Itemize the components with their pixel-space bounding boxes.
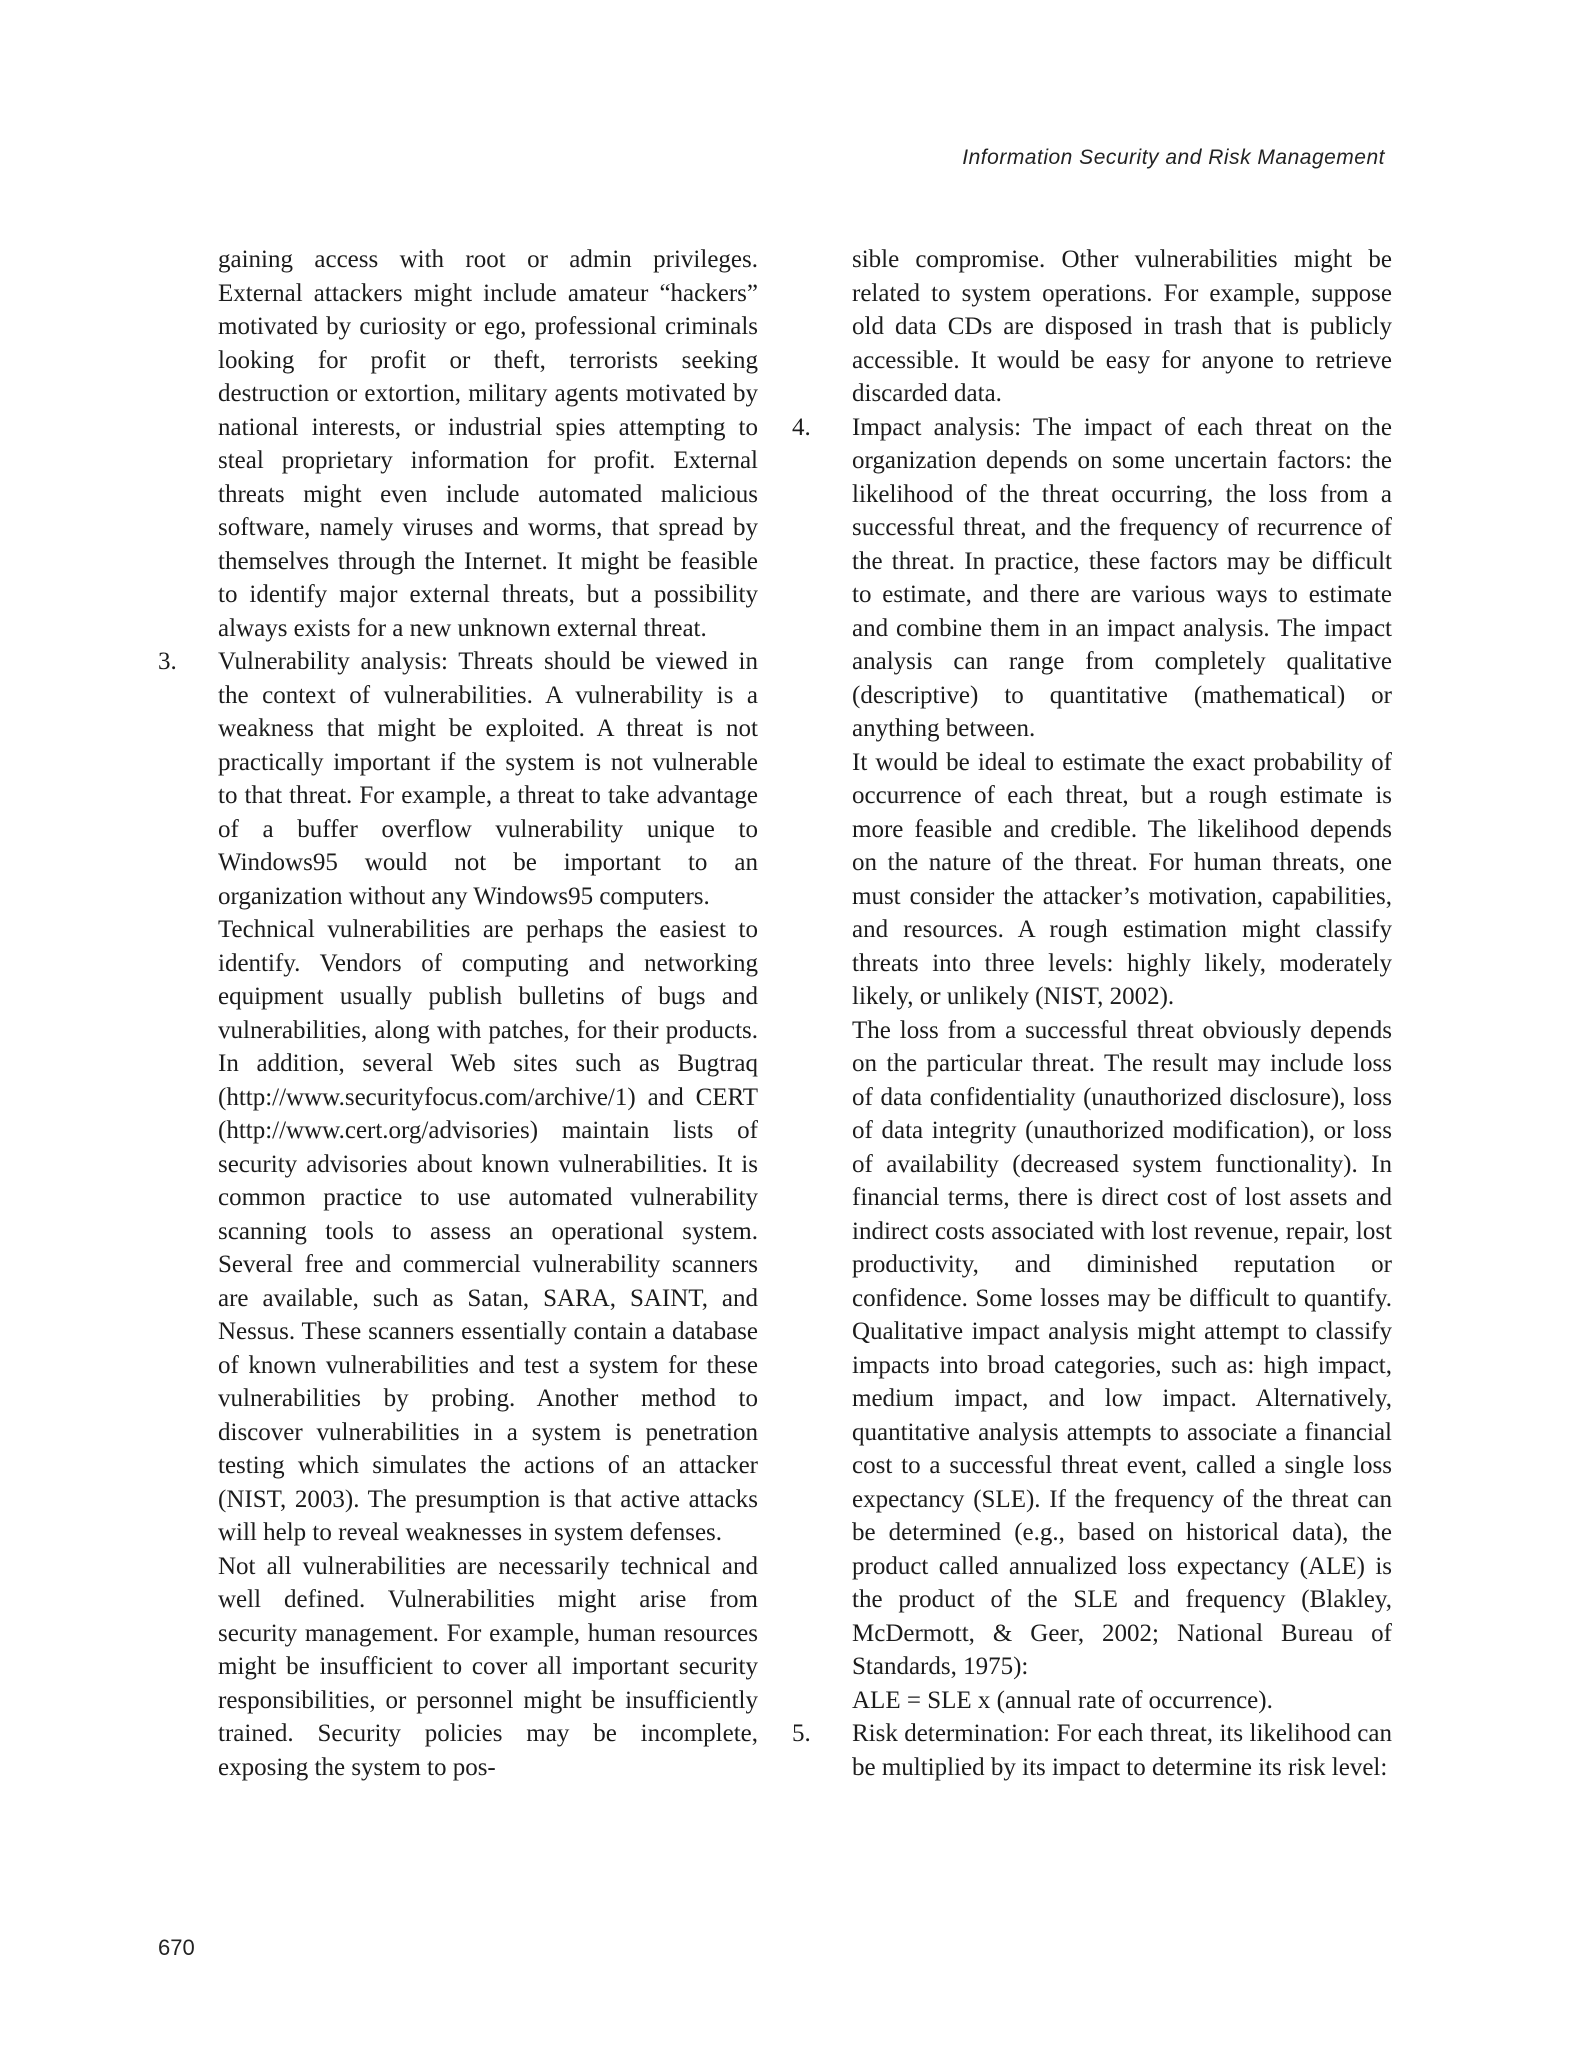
list-item-number: 5.: [792, 1720, 811, 1747]
paragraph: Technical vulnerabilities are perhaps the easiest to identify. Vendors of computing and networking equipment usually publish bulletins of bugs and vulnerabilities, along with patches, for their products. In addition, several Web sites such as Bugtraq (http://www.securityfocus.com/archive/1) and CERT (http://www.cert.org/advisories) maintain lists of security advisories about known vulnerabilities. It is common practice to use automated vulnerability scanning tools to assess an operational system. Several free and commercial vulnerability scanners are available, such as Satan, SARA, SAINT, and Nessus. These scanners essentially contain a database of known vulnerabilities and test a system for these vulnerabilities by probing. Another method to discover vulnerabilities in a system is penetration testing which simulates the actions of an attacker (NIST, 2003). The presumption is that active attacks will help to reveal weaknesses in system defenses.: [218, 916, 758, 1546]
right-text-column: [792, 243, 1392, 1784]
paragraph: Vulnerability analysis: Threats should be viewed in the context of vulnerabilities. A vulnerability is a weakness that might be exploited. A threat is not practically important if the system is not vulnerable to that threat. For example, a threat to take advantage of a buffer overflow vulnerability unique to Windows95 would not be important to an organization without any Windows95 computers.: [218, 648, 758, 910]
paragraph: It would be ideal to estimate the exact probability of occurrence of each threat, but a rough estimate is more feasible and credible. The likelihood depends on the nature of the threat. For human threats, one must consider the attacker’s motivation, capabilities, and resources. A rough estimation might classify threats into three levels: highly likely, moderately likely, or unlikely (NIST, 2002).: [852, 748, 1392, 1010]
paragraph: Not all vulnerabilities are necessarily technical and well defined. Vulnerabilities might arise from security management. For example, human resources might be insufficient to cover all important security responsibilities, or personnel might be insufficiently trained. Security policies may be incomplete, exposing the system to pos-: [218, 1552, 758, 1781]
page-number: 670: [158, 1935, 195, 1960]
list-item-3: [158, 645, 758, 1784]
list-item-number: 4.: [792, 413, 811, 441]
paragraph: Impact analysis: The impact of each threat on the organization depends on some uncertain factors: the likelihood of the threat occurring, the loss from a successful threat, and the frequency of recurrence of the threat. In practice, these factors may be difficult to estimate, and there are various ways to estimate and combine them in an impact analysis. The impact analysis can range from completely qualitative (descriptive) to quantitative (mathematical) or anything between.: [852, 413, 1392, 742]
list-item-number: 3.: [158, 648, 177, 675]
paragraph-continuation: sible compromise. Other vulnerabilities might be related to system operations. For example, suppose old data CDs are disposed in trash that is publicly accessible. It would be easy for anyone to retrieve discarded data.: [852, 246, 1392, 407]
paragraph: The loss from a successful threat obviously depends on the particular threat. The result may include loss of data confidentiality (unauthorized disclosure), loss of data integrity (unauthorized modification), or loss of availability (decreased system functionality). In financial terms, there is direct cost of lost assets and indirect costs associated with lost revenue, repair, lost productivity, and diminished reputation or confidence. Some losses may be difficult to quantify. Qualitative impact analysis might attempt to classify impacts into broad categories, such as: high impact, medium impact, and low impact. Alternatively, quantitative analysis attempts to associate a financial cost to a successful threat event, called a single loss expectancy (SLE). If the frequency of the threat can be determined (e.g., based on historical data), the product called annualized loss expectancy (ALE) is the product of the SLE and frequency (Blakley, McDermott, & Geer, 2002; National Bureau of Standards, 1975):: [852, 1016, 1392, 1680]
left-text-column: [158, 243, 758, 1784]
paragraph-continuation: gaining access with root or admin privileges. External attackers might include amateur “hackers” motivated by curiosity or ego, professional criminals looking for profit or theft, terrorists seeking destruction or extortion, military agents motivated by national interests, or industrial spies attempting to steal proprietary information for profit. External threats might even include automated malicious software, namely viruses and worms, that spread by themselves through the Internet. It might be feasible to identify major external threats, but a possibility always exists for a new unknown external threat.: [218, 246, 758, 642]
list-item-4: [792, 411, 1392, 1718]
running-header-title: Information Security and Risk Management: [962, 146, 1385, 169]
formula-line: ALE = SLE x (annual rate of occurrence).: [852, 1686, 1273, 1714]
paragraph: Risk determination: For each threat, its likelihood can be multiplied by its impact to determine its risk level:: [852, 1720, 1392, 1781]
list-item-5: [792, 1717, 1392, 1784]
